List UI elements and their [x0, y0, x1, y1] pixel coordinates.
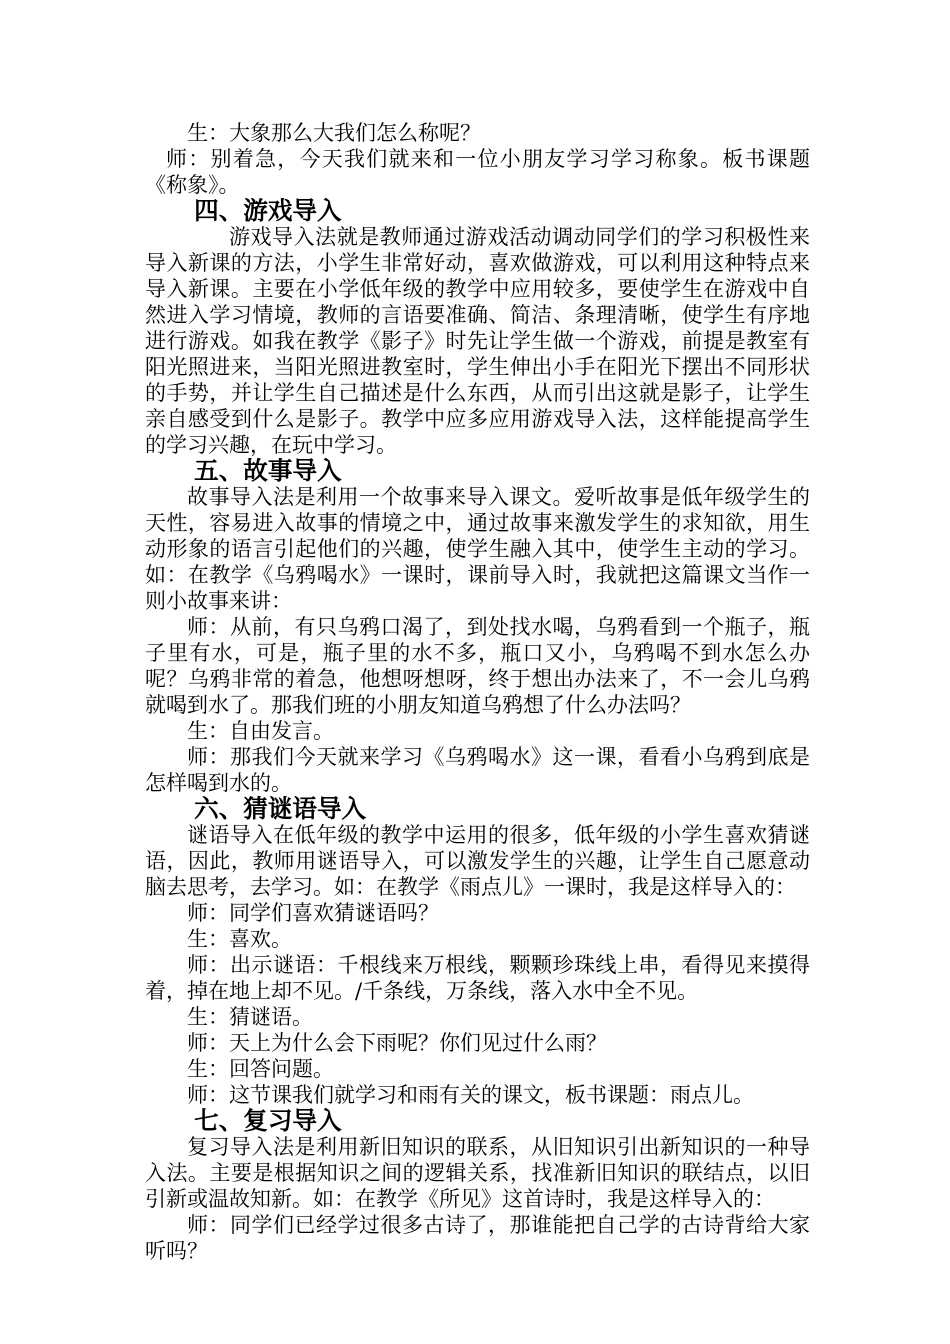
dialogue-teacher-lesson: 师：那我们今天就来学习《乌鸦喝水》这一课，看看小乌鸦到底是怎样喝到水的。	[145, 745, 810, 795]
dialogue-student-like: 生：喜欢。	[187, 927, 292, 951]
dialogue-teacher-raindrop: 师：这节课我们就学习和雨有关的课文，板书课题：雨点儿。	[187, 1083, 754, 1107]
dialogue-teacher-poem: 师：同学们已经学过很多古诗了，那谁能把自己学的古诗背给大家听吗？	[145, 1213, 810, 1263]
dialogue-student-elephant: 生：大象那么大我们怎么称呢？	[187, 121, 481, 145]
dialogue-student-free: 生：自由发言。	[187, 719, 334, 743]
paragraph-review-intro: 复习导入法是利用新旧知识的联系，从旧知识引出新知识的一种导入法。主要是根据知识之间的逻辑关系，找准新旧知识的联结点，以旧引新或温故知新。如：在教学《所见》这首诗时，我是这样导入的：	[145, 1135, 810, 1211]
dialogue-teacher-rain: 师：天上为什么会下雨呢？你们见过什么雨？	[187, 1031, 607, 1055]
dialogue-teacher-title: 师：别着急，今天我们就来和一位小朋友学习学习称象。板书课题《称象》。	[145, 147, 810, 197]
section-heading-story: 五、故事导入	[194, 456, 342, 485]
paragraph-story-intro: 故事导入法是利用一个故事来导入课文。爱听故事是低年级学生的天性，容易进入故事的情境之中，通过故事来激发学生的求知欲，用生动形象的语言引起他们的兴趣，使学生融入其中，使学生主动的学习。如：在教学《乌鸦喝水》一课时，课前导入时，我就把这篇课文当作一则小故事来讲：	[145, 485, 810, 613]
dialogue-student-answer: 生：回答问题。	[187, 1057, 334, 1081]
dialogue-teacher-riddle: 师：出示谜语：千根线来万根线，颗颗珍珠线上串，看得见来摸得着，掉在地上却不见。/千条线，万条线，落入水中全不见。	[145, 953, 810, 1003]
section-heading-review: 七、复习导入	[194, 1106, 342, 1135]
document-page	[145, 120, 810, 1264]
dialogue-student-guess: 生：猜谜语。	[187, 1005, 313, 1029]
paragraph-game-intro: 游戏导入法就是教师通过游戏活动调动同学们的学习积极性来导入新课的方法，小学生非常好动，喜欢做游戏，可以利用这种特点来导入新课。主要在小学低年级的教学中应用较多，要使学生在游戏中自然进入学习情境，教师的言语要准确、简洁、条理清晰，使学生有序地进行游戏。如我在教学《影子》时先让学生做一个游戏，前提是教室有阳光照进来，当阳光照进教室时，学生伸出小手在阳光下摆出不同形状的手势，并让学生自己描述是什么东西，从而引出这就是影子，让学生亲自感受到什么是影子。教学中应多应用游戏导入法，这样能提高学生的学习兴趣，在玩中学习。	[145, 225, 810, 457]
section-heading-game: 四、游戏导入	[194, 196, 342, 225]
section-heading-riddle: 六、猜谜语导入	[194, 794, 367, 823]
paragraph-riddle-intro: 谜语导入在低年级的教学中运用的很多，低年级的小学生喜欢猜谜语，因此，教师用谜语导入，可以激发学生的兴趣，让学生自己愿意动脑去思考，去学习。如：在教学《雨点儿》一课时，我是这样导入的：	[145, 823, 810, 899]
dialogue-teacher-riddle-q: 师：同学们喜欢猜谜语吗？	[187, 901, 439, 925]
dialogue-teacher-story: 师：从前，有只乌鸦口渴了，到处找水喝，乌鸦看到一个瓶子，瓶子里有水，可是，瓶子里的水不多，瓶口又小，乌鸦喝不到水怎么办呢？乌鸦非常的着急，他想呀想呀，终于想出办法来了，不一会儿乌鸦就喝到水了。那我们班的小朋友知道乌鸦想了什么办法吗？	[145, 615, 810, 717]
